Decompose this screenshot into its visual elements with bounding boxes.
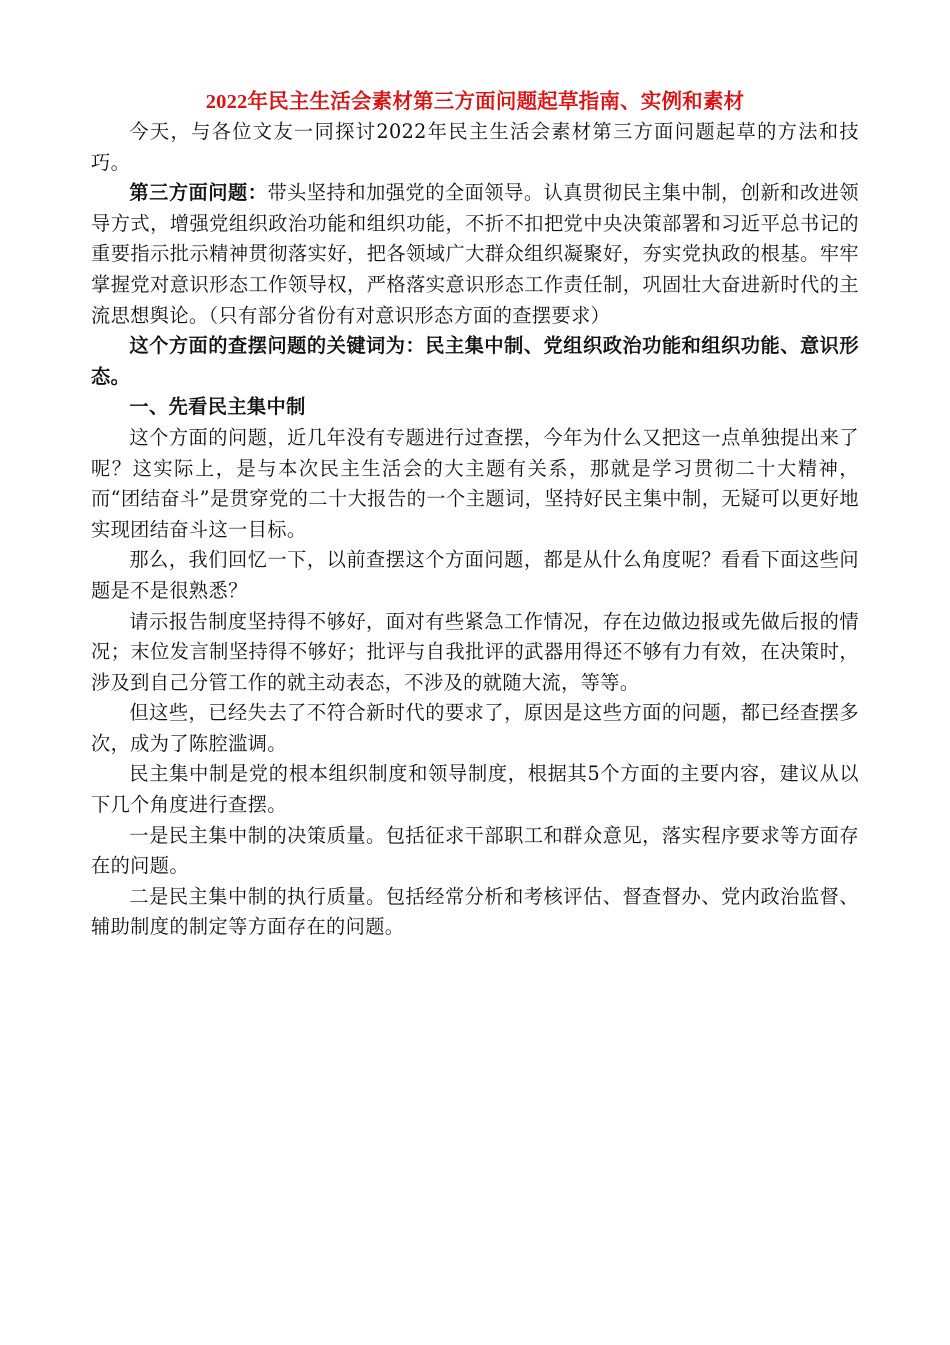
body-paragraph: 但这些，已经失去了不符合新时代的要求了，原因是这些方面的问题，都已经查摆多次，成为了陈腔滥调。 (91, 701, 859, 755)
body-paragraph: 这个方面的问题，近几年没有专题进行过查摆，今年为什么又把这一点单独提出来了呢？这实际上，是与本次民主生活会的大主题有关系，那就是学习贯彻二十大精神，而“团结奋斗”是贯穿党的二十大报告的一个主题词，坚持好民主集中制，无疑可以更好地实现团结奋斗这一目标。 (91, 425, 859, 541)
body-paragraph: 二是民主集中制的执行质量。包括经常分析和考核评估、督查督办、党内政治监督、辅助制度的制定等方面存在的问题。 (91, 884, 859, 939)
document-body (91, 87, 859, 943)
body-paragraph: 一是民主集中制的决策质量。包括征求干部职工和群众意见，落实程序要求等方面存在的问题。 (91, 823, 859, 878)
section-heading: 一、先看民主集中制 (129, 395, 306, 419)
body-paragraph: 那么，我们回忆一下，以前查摆这个方面问题，都是从什么角度呢？看看下面这些问题是不是很熟悉？ (91, 548, 859, 602)
intro-text: 今天，与各位文友一同探讨2022年民主生活会素材第三方面问题起草的方法和技巧。 (91, 120, 859, 174)
body-paragraph: 民主集中制是党的根本组织制度和领导制度，根据其5个方面的主要内容，建议从以下几个角度进行查摆。 (91, 762, 859, 817)
third-aspect-text: 带头坚持和加强党的全面领导。认真贯彻民主集中制，创新和改进领导方式，增强党组织政治功能和组织功能，不折不扣把党中央决策部署和习近平总书记的重要指示批示精神贯彻落实好，把各领域广大群众组织凝聚好，夯实党执政的根基。牢牢掌握党对意识形态工作领导权，严格落实意识形态工作责任制，巩固壮大奋进新时代的主流思想舆论。（只有部分省份有对意识形态方面的查摆要求） (91, 181, 859, 327)
body-paragraph: 请示报告制度坚持得不够好，面对有些紧急工作情况，存在边做边报或先做后报的情况；末位发言制坚持得不够好；批评与自我批评的武器用得还不够有力有效，在决策时，涉及到自己分管工作的就主动表态，不涉及的就随大流，等等。 (91, 609, 859, 694)
keywords-paragraph: 这个方面的查摆问题的关键词为：民主集中制、党组织政治功能和组织功能、意识形态。 (91, 334, 859, 388)
third-aspect-paragraph (91, 178, 859, 331)
document-title: 2022年民主生活会素材第三方面问题起草指南、实例和素材 (205, 91, 745, 113)
third-aspect-lead: 第三方面问题： (129, 181, 268, 205)
intro-paragraph (91, 117, 859, 178)
